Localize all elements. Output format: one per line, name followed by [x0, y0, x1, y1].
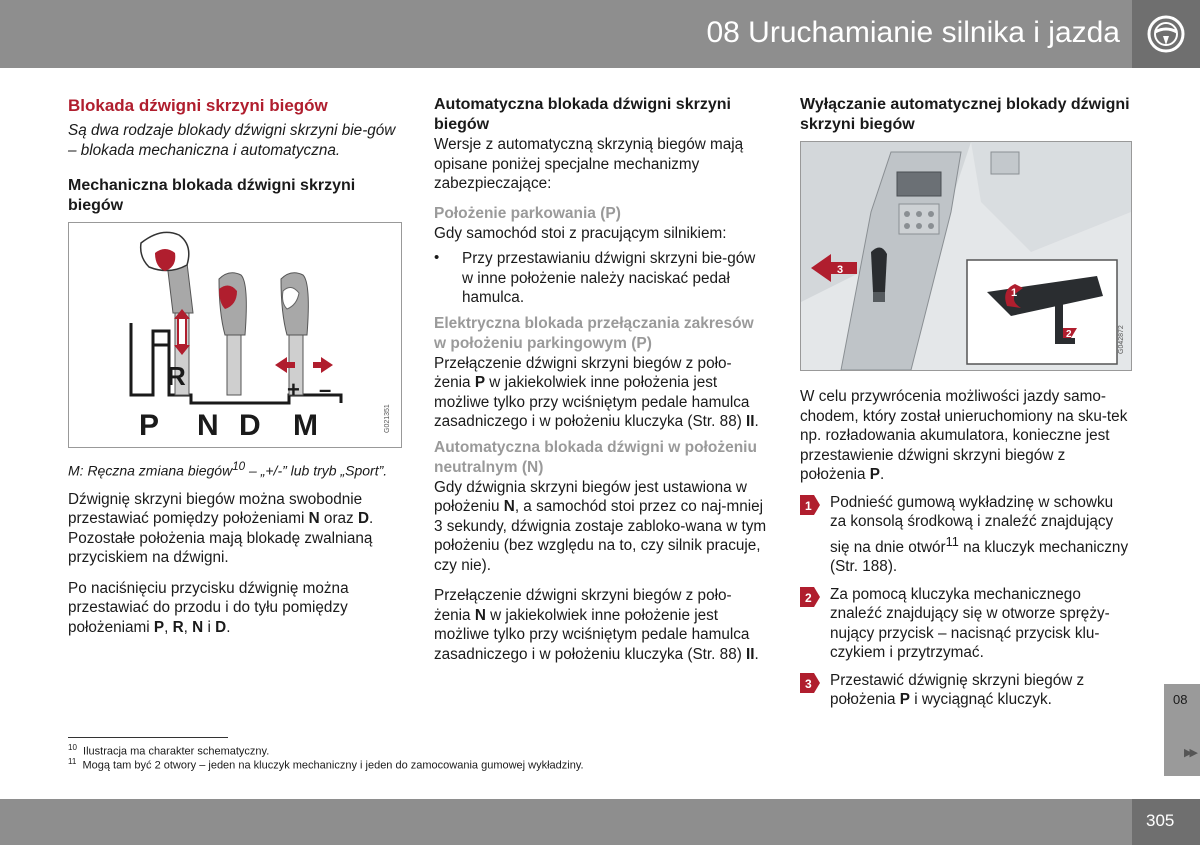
p1-n: N: [308, 510, 320, 528]
figure-code: G042872: [1118, 325, 1125, 354]
ri-text: W celu przywrócenia możliwości jazdy samo-chodem, który został unieruchomiony na sku-tek np. rozładowania akumulatora, konieczne jest przestawienie dźwigni skrzyni biegów z położenia: [800, 388, 1128, 483]
el-text: Przełączenie dźwigni skrzyni biegów z poło-żenia: [434, 354, 732, 391]
auto-lock-heading: Automatyczna blokada dźwigni skrzyni biegów: [434, 96, 731, 133]
release-heading: Wyłączanie automatycznej blokady dźwigni skrzyni biegów: [800, 96, 1130, 133]
step-1-number: 1: [805, 498, 812, 513]
nl-n: N: [503, 498, 515, 515]
p2-n: N: [192, 618, 204, 636]
caption-text: M: Ręczna zmiana biegów: [68, 462, 233, 479]
ri-dot: .: [879, 466, 885, 483]
callout-2: 2: [1066, 329, 1072, 340]
step-2-badge: [800, 587, 820, 607]
electric-lock-heading: Elektryczna blokada przełączania zakresów w położeniu parkingowym (P): [434, 314, 754, 352]
nl-text: Gdy dźwignia skrzyni biegów jest ustawiona w położeniu: [434, 478, 747, 515]
caption-footnote-ref: 10: [232, 460, 246, 473]
el-dot: .: [754, 413, 759, 430]
console-illustration: [801, 142, 1131, 370]
chapter-title: 08 Uruchamianie silnika i jazda: [706, 16, 1120, 49]
footnote-11-text: Mogą tam być 2 otwory – jeden na kluczyk mechaniczny i jeden do zamocowania gumowej wykładziny.: [82, 759, 584, 772]
chapter-icon-box: [1132, 0, 1200, 68]
p2-p: P: [153, 618, 165, 636]
gear-selector-figure: [68, 222, 402, 448]
step-3: [800, 671, 1130, 710]
p2-comma: ,: [164, 618, 173, 636]
p2-r: R: [172, 618, 184, 636]
bullet-text: Przy przestawianiu dźwigni skrzyni bie-gów w inne położenie należy naciskać pedał hamulca.: [462, 250, 756, 306]
ri-p: P: [869, 466, 880, 483]
figure-code: G021351: [384, 404, 391, 433]
p2-dot: .: [226, 618, 231, 636]
gate-label-m: M: [293, 409, 318, 442]
p2-and: i: [203, 618, 216, 636]
nr-text: Przełączenie dźwigni skrzyni biegów z poło-żenia: [434, 587, 732, 624]
console-figure: [800, 141, 1132, 371]
footnote-10-text: Ilustracja ma charakter schematyczny.: [83, 745, 270, 758]
gate-label-plus: +: [287, 377, 300, 402]
s3-p: P: [899, 691, 910, 709]
callout-3: 3: [837, 264, 844, 276]
nr-text-2: w jakiekolwiek inne położenie jest możliwe tylko przy wciśniętym pedale hamulca zasadniczego i w położeniu kluczyka (Str. 88): [434, 606, 750, 663]
list-item: [434, 249, 768, 308]
intro-text: Są dwa rodzaje blokady dźwigni skrzyni bie-gów – blokada mechaniczna i automatyczna.: [68, 122, 396, 159]
step-1-badge: [800, 495, 820, 515]
gate-label-p: P: [139, 409, 160, 442]
bullet-mark: •: [434, 249, 440, 266]
mech-heading: Mechaniczna blokada dźwigni skrzyni biegów: [68, 177, 356, 214]
paragraph-1: [68, 490, 398, 568]
page-number: 305: [1146, 811, 1175, 830]
auto-lock-intro: Wersje z automatyczną skrzynią biegów mają opisane poniżej specjalne mechanizmy zabezpieczające:: [434, 136, 744, 192]
p1-and: oraz: [319, 510, 358, 528]
p2-text: Po naciśnięciu przycisku dźwignię można przestawiać do przodu i do tyłu pomiędzy położeniami: [68, 579, 349, 636]
paragraph-2: [68, 579, 398, 638]
gear-selector-illustration: [69, 223, 401, 447]
page-number-box: [1132, 799, 1200, 845]
step-2-number: 2: [805, 590, 812, 605]
caption-text-end: – „+/-” lub tryb „Sport”.: [245, 462, 388, 479]
section-title: Blokada dźwigni skrzyni biegów: [68, 96, 328, 115]
step-3-badge: [800, 673, 820, 693]
footnote-divider: [68, 737, 228, 738]
gate-label-r: R: [167, 361, 186, 391]
column-2: [434, 95, 768, 664]
gate-label-n: N: [197, 409, 219, 442]
p2-comma-2: ,: [183, 618, 193, 636]
s3-text-end: i wyciągnąć kluczyk.: [909, 691, 1052, 709]
p1-text-end: . Pozostałe położenia mają blokadę zwalnianą przyciskiem na dźwigni.: [68, 510, 374, 567]
column-1: [68, 95, 398, 637]
release-intro: [800, 387, 1130, 485]
nr-n: N: [474, 606, 486, 624]
s3-text: Przestawić dźwignię skrzyni biegów z położenia: [830, 671, 1085, 709]
side-tab-label: 08: [1173, 692, 1188, 707]
footnote-11-number: 11: [68, 757, 77, 766]
park-heading: Położenie parkowania (P): [434, 204, 621, 222]
callout-1: 1: [1011, 287, 1018, 299]
step-3-number: 3: [805, 676, 812, 691]
el-text-2: w jakiekolwiek inne położenia jest możliwe tylko przy wciśniętym pedale hamulca zasadniczego i w położeniu kluczyka (Str. 88): [434, 374, 750, 430]
s1-text: Podnieść gumową wykładzinę w schowku za konsolą środkową i znaleźć znajdujący się na dnie otwór: [830, 493, 1114, 556]
neutral-lock-text: [434, 478, 768, 576]
step-2: [800, 585, 1130, 663]
step-1-text: [830, 493, 1130, 577]
el-ii: II: [746, 413, 755, 430]
gate-label-minus: –: [319, 377, 332, 402]
column-3: [800, 95, 1130, 710]
next-page-arrows-icon[interactable]: ▶▶: [1184, 747, 1195, 759]
p1-text: Dźwignię skrzyni biegów można swobodnie przestawiać pomiędzy położeniami: [68, 490, 363, 528]
nr-dot: .: [754, 645, 759, 663]
page-header: [0, 0, 1200, 68]
p1-d: D: [357, 510, 370, 528]
nl-text-2: , a samochód stoi przez co naj-mniej 3 sekundy, dźwignia zostaje zabloko-wana w tym położeniu (bez względu na to, czy silnik pracuje, czy nie).: [434, 498, 767, 574]
page-footer: [0, 799, 1200, 845]
neutral-lock-heading: Automatyczna blokada dźwigni w położeniu neutralnym (N): [434, 438, 757, 476]
neutral-release-text: [434, 586, 768, 664]
s1-footnote-ref: 11: [945, 533, 959, 549]
step-3-text: [830, 671, 1130, 710]
step-2-text: Za pomocą kluczyka mechanicznego znaleźć znajdujący się w otworze spręży-nujący przycisk – nacisnąć przycisk klu-czykiem i przytrzymać.: [830, 585, 1110, 662]
step-1: [800, 493, 1130, 577]
figure-caption: [68, 458, 398, 480]
p2-d: D: [215, 618, 227, 636]
s1-text-end: na kluczyk mechaniczny (Str. 188).: [830, 538, 1129, 576]
park-text: Gdy samochód stoi z pracującym silnikiem:: [434, 224, 727, 242]
electric-lock-text: [434, 354, 768, 432]
steering-wheel-icon: [1146, 14, 1186, 54]
footnote-10-number: 10: [68, 743, 77, 752]
nr-ii: II: [746, 645, 755, 663]
chapter-side-tab[interactable]: [1164, 684, 1200, 776]
el-p: P: [474, 374, 486, 391]
footnote-11: [68, 755, 584, 773]
gate-label-d: D: [239, 409, 261, 442]
